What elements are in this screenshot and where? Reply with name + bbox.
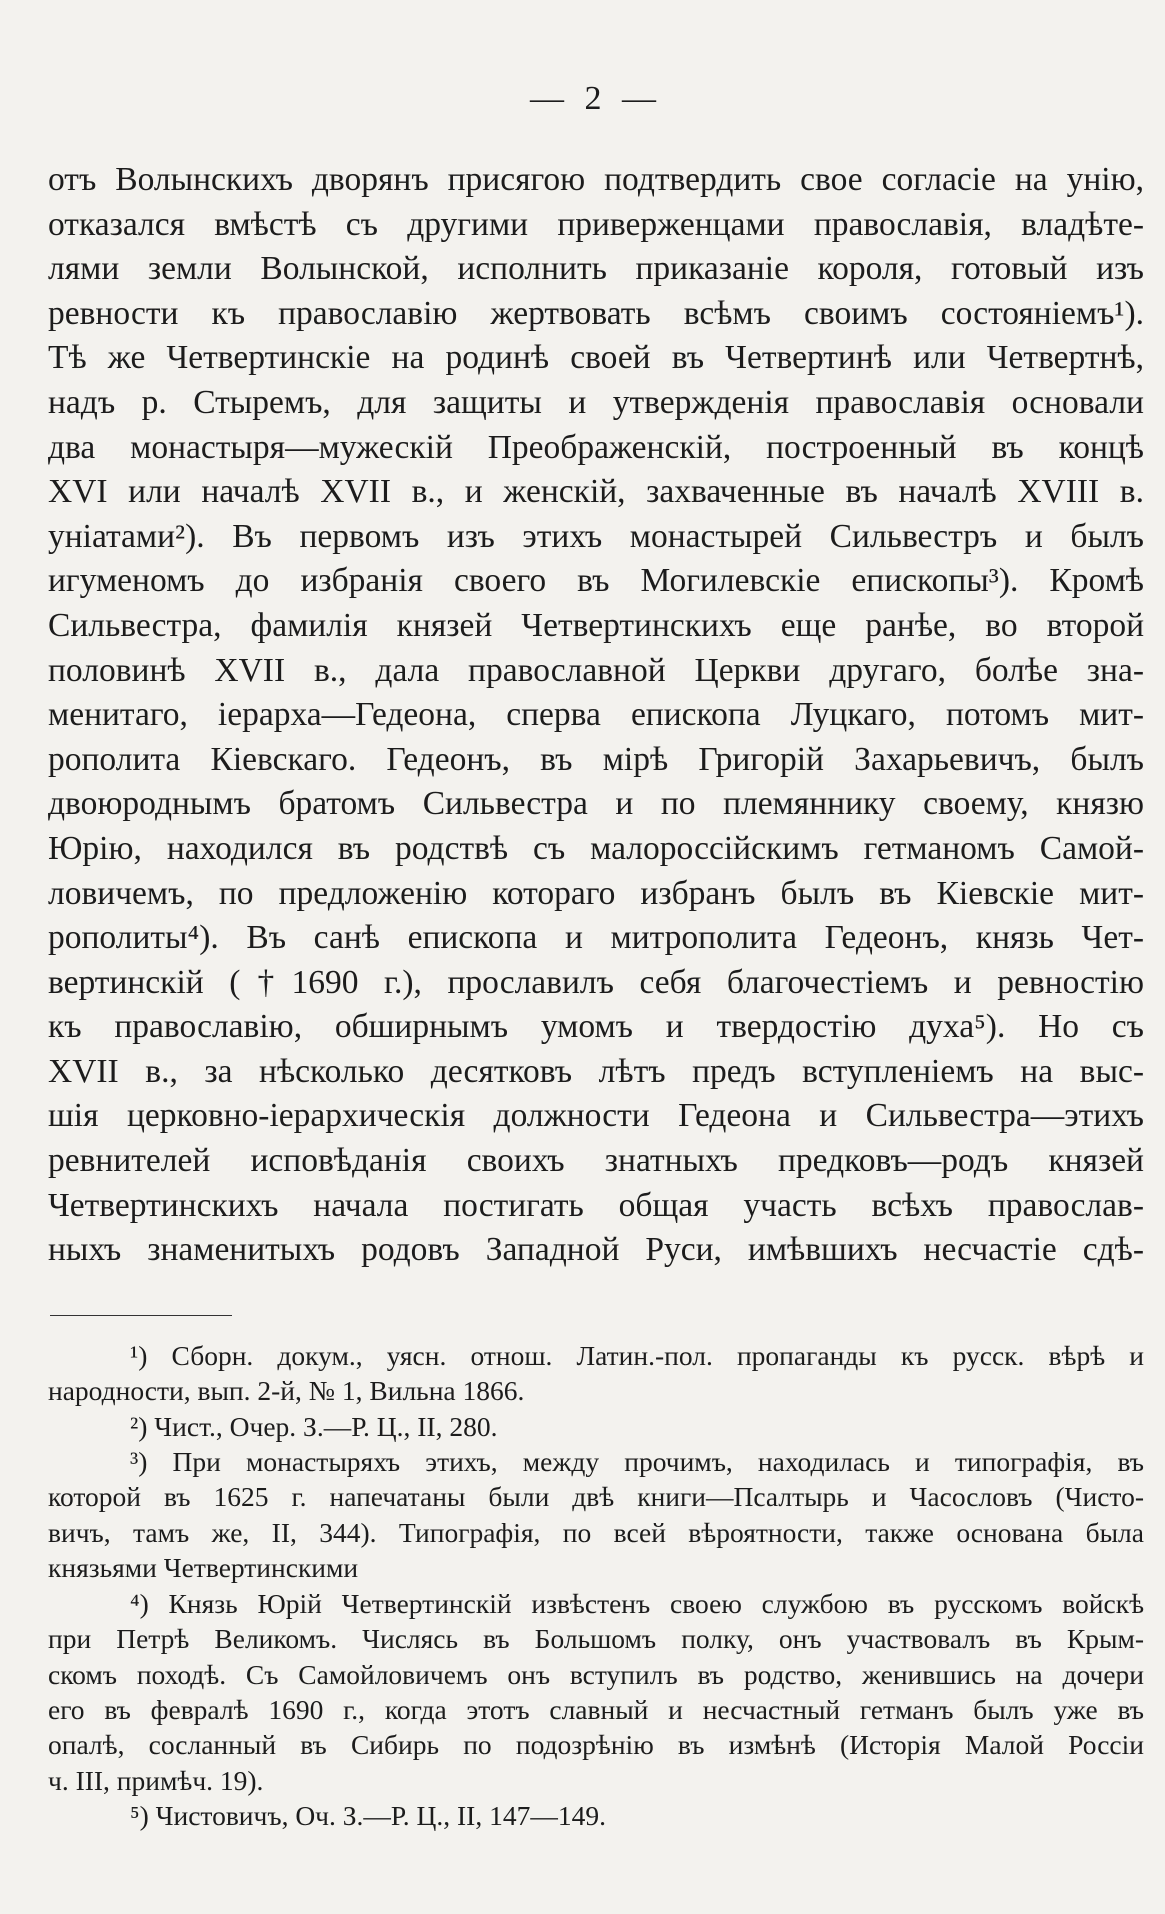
footnote-divider: [50, 1315, 232, 1316]
body-line: лями земли Волынской, исполнить приказаніе короля, готовый изъ: [48, 250, 1144, 288]
footnote-3-cont: которой въ 1625 г. напечатаны были двѣ книги—Псалтырь и Часословъ (Чисто-: [48, 1481, 1144, 1513]
footnote-4-cont: его въ февралѣ 1690 г., когда этотъ славный и несчастный гетманъ былъ уже въ: [48, 1693, 1144, 1725]
footnote-3: ³) При монастыряхъ этихъ, между прочимъ, находилась и типографія, въ: [130, 1446, 1144, 1478]
footnote-4-cont: скомъ походѣ. Съ Самойловичемъ онъ вступилъ въ родство, женившись на дочери: [48, 1658, 1144, 1690]
body-line: отказался вмѣстѣ съ другими приверженцами православія, владѣте-: [48, 205, 1144, 243]
body-line: Сильвестра, фамилія князей Четвертинскихъ еще ранѣе, во второй: [48, 606, 1144, 644]
footnote-3-cont: вичъ, тамъ же, II, 344). Типографія, по всей вѣроятности, также основана была: [48, 1516, 1144, 1548]
body-line: ныхъ знаменитыхъ родовъ Западной Руси, имѣвшихъ несчастіе сдѣ-: [48, 1231, 1144, 1269]
footnote-4-cont: ч. III, примѣч. 19).: [48, 1764, 264, 1796]
footnote-1: ¹) Сборн. докум., уясн. отнош. Латин.-пол. пропаганды къ русск. вѣрѣ и: [130, 1339, 1144, 1371]
body-line: рополиты⁴). Въ санѣ епископа и митрополита Гедеонъ, князь Чет-: [48, 919, 1144, 957]
page-number: — 2 —: [530, 80, 662, 117]
body-line: уніатами²). Въ первомъ изъ этихъ монастырей Сильвестръ и былъ: [48, 517, 1144, 555]
body-line: XVI или началѣ XVII в., и женскій, захваченные въ началѣ XVIII в.: [48, 473, 1144, 511]
body-line: отъ Волынскихъ дворянъ присягою подтвердить свое согласіе на унію,: [48, 161, 1144, 198]
body-line: ревности къ православію жертвовать всѣмъ своимъ состояніемъ¹).: [48, 294, 1144, 332]
footnote-4-cont: при Петрѣ Великомъ. Числясь въ Большомъ полку, онъ участвовалъ въ Крым-: [48, 1623, 1144, 1655]
body-text: [48, 158, 1144, 1273]
footnote-4: ⁴) Князь Юрій Четвертинскій извѣстенъ своею службою въ русскомъ войскѣ: [130, 1587, 1144, 1619]
body-line: менитаго, іерарха—Гедеона, сперва епископа Луцкаго, потомъ мит-: [48, 696, 1144, 734]
body-line: надъ р. Стыремъ, для защиты и утвержденія православія основали: [48, 383, 1144, 421]
body-line: половинѣ XVII в., дала православной Церкви другаго, болѣе зна-: [48, 651, 1144, 689]
body-line: игуменомъ до избранія своего въ Могилевскіе епископы³). Кромѣ: [48, 562, 1144, 600]
footnote-2: ²) Чист., Очер. З.—Р. Ц., II, 280.: [130, 1410, 498, 1442]
body-line: XVII в., за нѣсколько десятковъ лѣтъ предъ вступленіемъ на выс-: [48, 1052, 1144, 1090]
body-line: Тѣ же Четвертинскіе на родинѣ своей въ Четвертинѣ или Четвертнѣ,: [48, 339, 1144, 377]
body-line: двоюроднымъ братомъ Сильвестра и по племяннику своему, князю: [48, 785, 1144, 823]
body-line: Четвертинскихъ начала постигать общая участь всѣхъ православ-: [48, 1186, 1144, 1224]
body-line: къ православію, обширнымъ умомъ и твердостію духа⁵). Но съ: [48, 1008, 1144, 1046]
body-line: рополита Кіевскаго. Гедеонъ, въ мірѣ Григорій Захарьевичъ, былъ: [48, 740, 1144, 778]
footnote-5: ⁵) Чистовичъ, Оч. З.—Р. Ц., II, 147—149.: [130, 1800, 606, 1832]
body-line: Юрію, находился въ родствѣ съ малороссійскимъ гетманомъ Самой-: [48, 829, 1144, 867]
body-line: ревнителей исповѣданія своихъ знатныхъ предковъ—родъ князей: [48, 1142, 1144, 1180]
body-line: два монастыря—мужескій Преображенскій, построенный въ концѣ: [48, 428, 1144, 466]
body-line: ловичемъ, по предложенію котораго избранъ былъ въ Кіевскіе мит-: [48, 874, 1144, 912]
document-page: [48, 80, 1144, 1834]
footnote-3-cont: князьями Четвертинскими: [48, 1552, 359, 1584]
footnotes: [48, 1338, 1144, 1834]
body-line: шія церковно-іерархическія должности Гедеона и Сильвестра—этихъ: [48, 1097, 1144, 1135]
footnote-1-cont: народности, вып. 2-й, № 1, Вильна 1866.: [48, 1375, 525, 1407]
footnote-4-cont: опалѣ, сосланный въ Сибирь по подозрѣнію въ измѣнѣ (Исторія Малой Россіи: [48, 1729, 1144, 1761]
body-line: вертинскій (†1690 г.), прославилъ себя благочестіемъ и ревностію: [48, 963, 1144, 1001]
